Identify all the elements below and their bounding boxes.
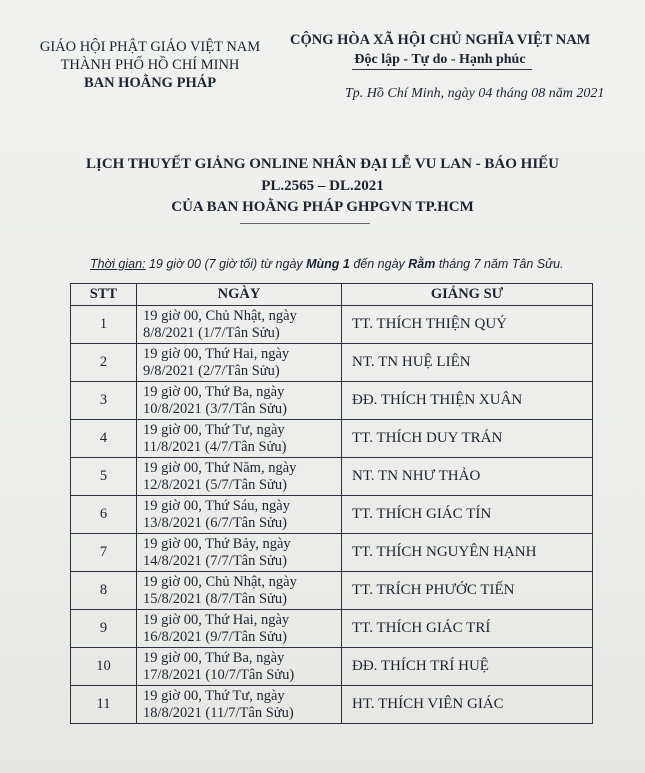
row-date-line-1: 19 giờ 00, Chủ Nhật, ngày <box>143 307 297 324</box>
header-stt: STT <box>71 284 137 306</box>
document-title-line-3: CỦA BAN HOẰNG PHÁP GHPGVN TP.HCM <box>171 199 474 215</box>
row-stt: 2 <box>71 344 137 382</box>
row-speaker: NT. TN NHƯ THẢO <box>342 458 593 496</box>
row-speaker: TT. THÍCH GIÁC TÍN <box>342 496 593 534</box>
row-stt: 7 <box>71 534 137 572</box>
row-date-line-2: 18/8/2021 (11/7/Tân Sửu) <box>143 704 294 721</box>
table-row <box>71 572 593 610</box>
national-header <box>290 30 590 70</box>
time-note-end: Rằm <box>408 257 436 271</box>
row-speaker: TT. THÍCH THIỆN QUÝ <box>342 306 593 344</box>
row-stt: 1 <box>71 306 137 344</box>
row-date-line-1: 19 giờ 00, Chủ Nhật, ngày <box>143 573 297 590</box>
row-date <box>137 686 342 724</box>
table-row <box>71 458 593 496</box>
title-divider <box>240 223 370 224</box>
row-date <box>137 382 342 420</box>
row-date-line-2: 16/8/2021 (9/7/Tân Sửu) <box>143 628 287 645</box>
row-speaker: TT. THÍCH GIÁC TRÍ <box>342 610 593 648</box>
table-row <box>71 534 593 572</box>
header-ngay: NGÀY <box>137 284 342 306</box>
header-giang-su: GIẢNG SƯ <box>342 284 593 306</box>
motto-underline <box>352 69 532 70</box>
row-date-line-2: 11/8/2021 (4/7/Tân Sửu) <box>143 438 287 455</box>
document-title-line-1: LỊCH THUYẾT GIẢNG ONLINE NHÂN ĐẠI LỄ VU LAN - BÁO HIẾU <box>86 156 559 172</box>
time-note-start: Mùng 1 <box>306 257 350 271</box>
row-stt: 5 <box>71 458 137 496</box>
time-note-label: Thời gian: <box>90 257 146 271</box>
row-date-line-2: 14/8/2021 (7/7/Tân Sửu) <box>143 552 287 569</box>
row-stt: 6 <box>71 496 137 534</box>
row-speaker: ĐĐ. THÍCH THIỆN XUÂN <box>342 382 593 420</box>
row-date <box>137 420 342 458</box>
time-note-text-2: đến ngày <box>349 257 409 271</box>
row-date-line-1: 19 giờ 00, Thứ Bảy, ngày <box>143 535 291 552</box>
row-date-line-1: 19 giờ 00, Thứ Sáu, ngày <box>143 497 290 514</box>
table-row <box>71 648 593 686</box>
table-row <box>71 382 593 420</box>
org-line-1: GIÁO HỘI PHẬT GIÁO VIỆT NAM <box>39 39 261 55</box>
table-row <box>71 420 593 458</box>
schedule-table <box>70 283 593 724</box>
row-date-line-1: 19 giờ 00, Thứ Năm, ngày <box>143 459 297 476</box>
row-date-line-2: 17/8/2021 (10/7/Tân Sửu) <box>143 666 295 683</box>
row-stt: 3 <box>71 382 137 420</box>
row-date <box>137 610 342 648</box>
row-date <box>137 648 342 686</box>
national-title: CỘNG HÒA XÃ HỘI CHỦ NGHĨA VIỆT NAM <box>290 32 591 48</box>
national-motto: Độc lập - Tự do - Hạnh phúc <box>354 52 526 67</box>
row-date <box>137 496 342 534</box>
row-date-line-1: 19 giờ 00, Thứ Hai, ngày <box>143 611 290 628</box>
table-row <box>71 610 593 648</box>
row-date-line-2: 12/8/2021 (5/7/Tân Sửu) <box>143 476 287 493</box>
row-date-line-1: 19 giờ 00, Thứ Ba, ngày <box>143 383 285 400</box>
row-stt: 9 <box>71 610 137 648</box>
org-line-2: THÀNH PHỐ HỒ CHÍ MINH <box>60 57 240 73</box>
row-speaker: TT. TRÍCH PHƯỚC TIẾN <box>342 572 593 610</box>
table-row <box>71 686 593 724</box>
time-note-text-1: 19 giờ 00 (7 giờ tối) từ ngày <box>145 257 307 271</box>
row-date-line-2: 13/8/2021 (6/7/Tân Sửu) <box>143 514 287 531</box>
row-stt: 8 <box>71 572 137 610</box>
row-date <box>137 572 342 610</box>
row-speaker: TT. THÍCH DUY TRÁN <box>342 420 593 458</box>
row-date-line-1: 19 giờ 00, Thứ Tư, ngày <box>143 421 285 438</box>
row-speaker: NT. TN HUỆ LIÊN <box>342 344 593 382</box>
table-header-row <box>71 284 593 306</box>
table-row <box>71 344 593 382</box>
row-date <box>137 306 342 344</box>
document-title-line-2: PL.2565 – DL.2021 <box>261 178 384 194</box>
row-date-line-1: 19 giờ 00, Thứ Hai, ngày <box>143 345 290 362</box>
time-note-text-3: tháng 7 năm Tân Sửu. <box>435 257 564 271</box>
row-date-line-1: 19 giờ 00, Thứ Tư, ngày <box>143 687 285 704</box>
row-date-line-2: 15/8/2021 (8/7/Tân Sửu) <box>143 590 287 607</box>
row-stt: 10 <box>71 648 137 686</box>
org-line-3: BAN HOẰNG PHÁP <box>83 75 217 91</box>
row-speaker: HT. THÍCH VIÊN GIÁC <box>342 686 593 724</box>
row-date-line-1: 19 giờ 00, Thứ Ba, ngày <box>143 649 285 666</box>
row-date-line-2: 9/8/2021 (2/7/Tân Sửu) <box>143 362 280 379</box>
row-date-line-2: 8/8/2021 (1/7/Tân Sửu) <box>143 324 280 341</box>
table-row <box>71 496 593 534</box>
row-speaker: TT. THÍCH NGUYÊN HẠNH <box>342 534 593 572</box>
row-stt: 11 <box>71 686 137 724</box>
document-date: Tp. Hồ Chí Minh, ngày 04 tháng 08 năm 2021 <box>345 86 605 101</box>
table-row <box>71 306 593 344</box>
row-date <box>137 458 342 496</box>
row-date <box>137 534 342 572</box>
row-stt: 4 <box>71 420 137 458</box>
time-note <box>90 257 564 271</box>
row-date-line-2: 10/8/2021 (3/7/Tân Sửu) <box>143 400 287 417</box>
row-speaker: ĐĐ. THÍCH TRÍ HUỆ <box>342 648 593 686</box>
row-date <box>137 344 342 382</box>
organization-header <box>30 38 270 92</box>
